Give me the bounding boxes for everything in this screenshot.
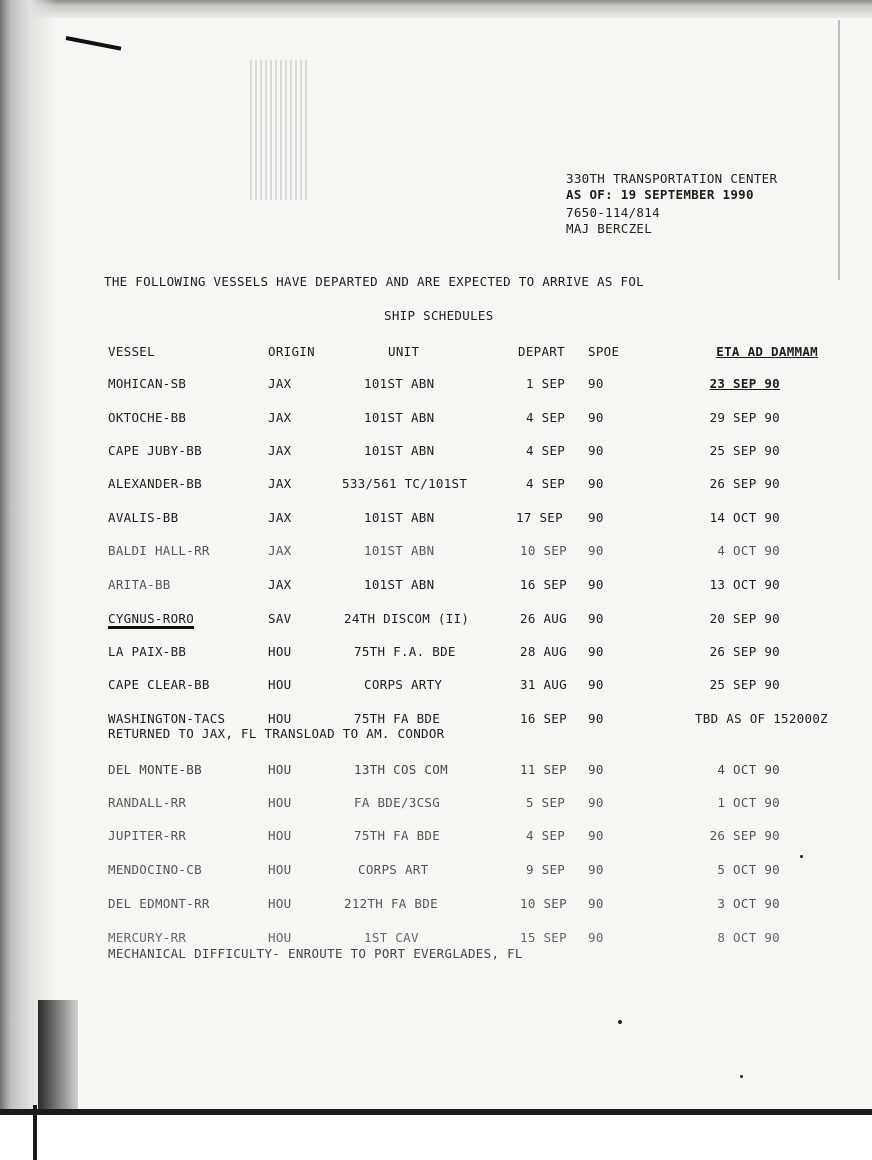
scan-edge-top bbox=[0, 0, 872, 18]
table-row bbox=[108, 476, 828, 492]
table-row bbox=[108, 711, 828, 727]
scan-edge-right bbox=[838, 20, 840, 280]
vessel-eta: 13 OCT 90 bbox=[709, 577, 780, 592]
vessel-origin: JAX bbox=[268, 376, 292, 391]
table-row bbox=[108, 510, 828, 526]
vessel-unit: CORPS ARTY bbox=[364, 677, 443, 692]
vessel-depart-year: 90 bbox=[588, 510, 604, 525]
scan-speck bbox=[740, 1075, 743, 1078]
vessel-unit: 533/561 TC/101ST bbox=[342, 476, 468, 491]
vessel-depart-year: 90 bbox=[588, 410, 604, 425]
vessel-unit: 75TH F.A. BDE bbox=[354, 644, 456, 659]
vessel-name: DEL MONTE-BB bbox=[108, 762, 202, 777]
vessel-depart-year: 90 bbox=[588, 762, 604, 777]
vessel-eta: 25 SEP 90 bbox=[709, 443, 780, 458]
vessel-origin: HOU bbox=[268, 762, 292, 777]
vessel-eta: 8 OCT 90 bbox=[717, 930, 780, 945]
header-spoe: SPOE bbox=[588, 344, 620, 359]
vessel-name: WASHINGTON-TACS bbox=[108, 711, 226, 726]
scan-speck bbox=[800, 855, 803, 858]
vessel-origin: JAX bbox=[268, 476, 292, 491]
vessel-depart: 16 SEP bbox=[520, 577, 567, 592]
vessel-depart-year: 90 bbox=[588, 896, 604, 911]
table-row bbox=[108, 677, 828, 693]
vessel-eta: 20 SEP 90 bbox=[709, 611, 780, 626]
header-depart: DEPART bbox=[518, 344, 565, 359]
vessel-eta: 26 SEP 90 bbox=[709, 476, 780, 491]
vessel-depart-year: 90 bbox=[588, 711, 604, 726]
vessel-origin: HOU bbox=[268, 896, 292, 911]
vessel-name: CAPE CLEAR-BB bbox=[108, 677, 210, 692]
vessel-remark: RETURNED TO JAX, FL TRANSLOAD TO AM. CONDOR bbox=[108, 726, 445, 741]
table-row bbox=[108, 577, 828, 593]
intro-line: THE FOLLOWING VESSELS HAVE DEPARTED AND ARE EXPECTED TO ARRIVE AS FOL bbox=[104, 274, 644, 289]
vessel-name: AVALIS-BB bbox=[108, 510, 179, 525]
table-row bbox=[108, 896, 828, 912]
vessel-origin: JAX bbox=[268, 543, 292, 558]
vessel-depart-year: 90 bbox=[588, 677, 604, 692]
table-row bbox=[108, 410, 828, 426]
vessel-depart: 4 SEP bbox=[526, 443, 566, 458]
vessel-unit: 101ST ABN bbox=[364, 410, 435, 425]
vessel-origin: JAX bbox=[268, 443, 292, 458]
scan-edge-left bbox=[0, 0, 58, 1120]
vessel-origin: HOU bbox=[268, 862, 292, 877]
vessel-depart-year: 90 bbox=[588, 543, 604, 558]
header-organization: 330TH TRANSPORTATION CENTER bbox=[566, 171, 778, 186]
table-row bbox=[108, 644, 828, 660]
scan-smudge bbox=[250, 60, 310, 200]
vessel-origin: HOU bbox=[268, 677, 292, 692]
vessel-depart: 31 AUG bbox=[520, 677, 567, 692]
vessel-eta: 26 SEP 90 bbox=[709, 644, 780, 659]
vessel-depart: 28 AUG bbox=[520, 644, 567, 659]
table-row bbox=[108, 862, 828, 878]
table-row bbox=[108, 443, 828, 459]
vessel-depart-year: 90 bbox=[588, 795, 604, 810]
header-reference: 7650-114/814 bbox=[566, 205, 660, 220]
vessel-depart-year: 90 bbox=[588, 376, 604, 391]
vessel-depart-year: 90 bbox=[588, 577, 604, 592]
vessel-name: BALDI HALL-RR bbox=[108, 543, 210, 558]
table-row bbox=[108, 376, 828, 392]
vessel-name: MENDOCINO-CB bbox=[108, 862, 202, 877]
header-unit: UNIT bbox=[388, 344, 420, 359]
vessel-unit: 75TH FA BDE bbox=[354, 711, 441, 726]
vessel-depart: 9 SEP bbox=[526, 862, 566, 877]
pen-mark bbox=[66, 36, 122, 51]
header-officer: MAJ BERCZEL bbox=[566, 221, 653, 236]
vessel-depart: 15 SEP bbox=[520, 930, 567, 945]
vessel-depart: 4 SEP bbox=[526, 828, 566, 843]
vessel-name: MOHICAN-SB bbox=[108, 376, 187, 391]
vessel-origin: JAX bbox=[268, 510, 292, 525]
table-row bbox=[108, 795, 828, 811]
vessel-depart: 5 SEP bbox=[526, 795, 566, 810]
vessel-name: MERCURY-RR bbox=[108, 930, 187, 945]
header-as-of-date: AS OF: 19 SEPTEMBER 1990 bbox=[566, 187, 754, 202]
vessel-eta: 4 OCT 90 bbox=[717, 762, 780, 777]
header-origin: ORIGIN bbox=[268, 344, 315, 359]
vessel-origin: HOU bbox=[268, 711, 292, 726]
vessel-eta: 23 SEP 90 bbox=[709, 376, 780, 391]
document-title: SHIP SCHEDULES bbox=[384, 308, 494, 323]
vessel-depart-year: 90 bbox=[588, 862, 604, 877]
vessel-unit: 101ST ABN bbox=[364, 510, 435, 525]
vessel-name: DEL EDMONT-RR bbox=[108, 896, 210, 911]
vessel-depart-year: 90 bbox=[588, 476, 604, 491]
vessel-eta: 14 OCT 90 bbox=[709, 510, 780, 525]
vessel-depart: 26 AUG bbox=[520, 611, 567, 626]
vessel-depart-year: 90 bbox=[588, 443, 604, 458]
vessel-name: JUPITER-RR bbox=[108, 828, 187, 843]
vessel-unit: 13TH COS COM bbox=[354, 762, 448, 777]
vessel-origin: HOU bbox=[268, 930, 292, 945]
vessel-depart: 11 SEP bbox=[520, 762, 567, 777]
vessel-depart-year: 90 bbox=[588, 930, 604, 945]
scan-margin bbox=[0, 1115, 872, 1160]
table-row bbox=[108, 611, 828, 627]
vessel-unit: 75TH FA BDE bbox=[354, 828, 441, 843]
vessel-depart-year: 90 bbox=[588, 611, 604, 626]
vessel-depart-year: 90 bbox=[588, 644, 604, 659]
table-row bbox=[108, 762, 828, 778]
column-header-row bbox=[108, 344, 828, 360]
vessel-origin: SAV bbox=[268, 611, 292, 626]
vessel-unit: 1ST CAV bbox=[364, 930, 419, 945]
vessel-origin: HOU bbox=[268, 795, 292, 810]
vessel-unit: FA BDE/3CSG bbox=[354, 795, 441, 810]
vessel-unit: CORPS ART bbox=[358, 862, 429, 877]
vessel-depart: 10 SEP bbox=[520, 543, 567, 558]
vessel-depart: 16 SEP bbox=[520, 711, 567, 726]
header-vessel: VESSEL bbox=[108, 344, 155, 359]
vessel-remark: MECHANICAL DIFFICULTY- ENROUTE TO PORT EVERGLADES, FL bbox=[108, 946, 523, 961]
vessel-eta: 3 OCT 90 bbox=[717, 896, 780, 911]
vessel-name: CAPE JUBY-BB bbox=[108, 443, 202, 458]
vessel-eta: 1 OCT 90 bbox=[717, 795, 780, 810]
vessel-name: LA PAIX-BB bbox=[108, 644, 187, 659]
vessel-eta: 25 SEP 90 bbox=[709, 677, 780, 692]
vessel-eta: 26 SEP 90 bbox=[709, 828, 780, 843]
vessel-name: RANDALL-RR bbox=[108, 795, 187, 810]
vessel-name: OKTOCHE-BB bbox=[108, 410, 187, 425]
vessel-depart: 1 SEP bbox=[526, 376, 566, 391]
vessel-unit: 101ST ABN bbox=[364, 443, 435, 458]
vessel-origin: HOU bbox=[268, 828, 292, 843]
scan-border-left bbox=[33, 1105, 37, 1160]
vessel-name: CYGNUS-RORO bbox=[108, 611, 194, 629]
vessel-unit: 24TH DISCOM (II) bbox=[344, 611, 470, 626]
vessel-depart: 4 SEP bbox=[526, 476, 566, 491]
vessel-eta: TBD AS OF 152000Z bbox=[694, 711, 828, 726]
vessel-origin: JAX bbox=[268, 410, 292, 425]
vessel-origin: JAX bbox=[268, 577, 292, 592]
vessel-depart: 10 SEP bbox=[520, 896, 567, 911]
vessel-unit: 101ST ABN bbox=[364, 577, 435, 592]
vessel-depart-year: 90 bbox=[588, 828, 604, 843]
vessel-origin: HOU bbox=[268, 644, 292, 659]
table-row bbox=[108, 543, 828, 559]
table-row bbox=[108, 930, 828, 946]
table-row bbox=[108, 828, 828, 844]
vessel-name: ALEXANDER-BB bbox=[108, 476, 202, 491]
vessel-unit: 101ST ABN bbox=[364, 376, 435, 391]
vessel-name: ARITA-BB bbox=[108, 577, 171, 592]
vessel-eta: 29 SEP 90 bbox=[709, 410, 780, 425]
vessel-eta: 4 OCT 90 bbox=[717, 543, 780, 558]
scan-shadow bbox=[38, 1000, 78, 1115]
vessel-depart: 17 SEP bbox=[516, 510, 563, 525]
vessel-unit: 212TH FA BDE bbox=[344, 896, 438, 911]
vessel-depart: 4 SEP bbox=[526, 410, 566, 425]
vessel-unit: 101ST ABN bbox=[364, 543, 435, 558]
scan-speck bbox=[618, 1020, 622, 1024]
vessel-eta: 5 OCT 90 bbox=[717, 862, 780, 877]
header-eta: ETA AD DAMMAM bbox=[716, 344, 818, 359]
